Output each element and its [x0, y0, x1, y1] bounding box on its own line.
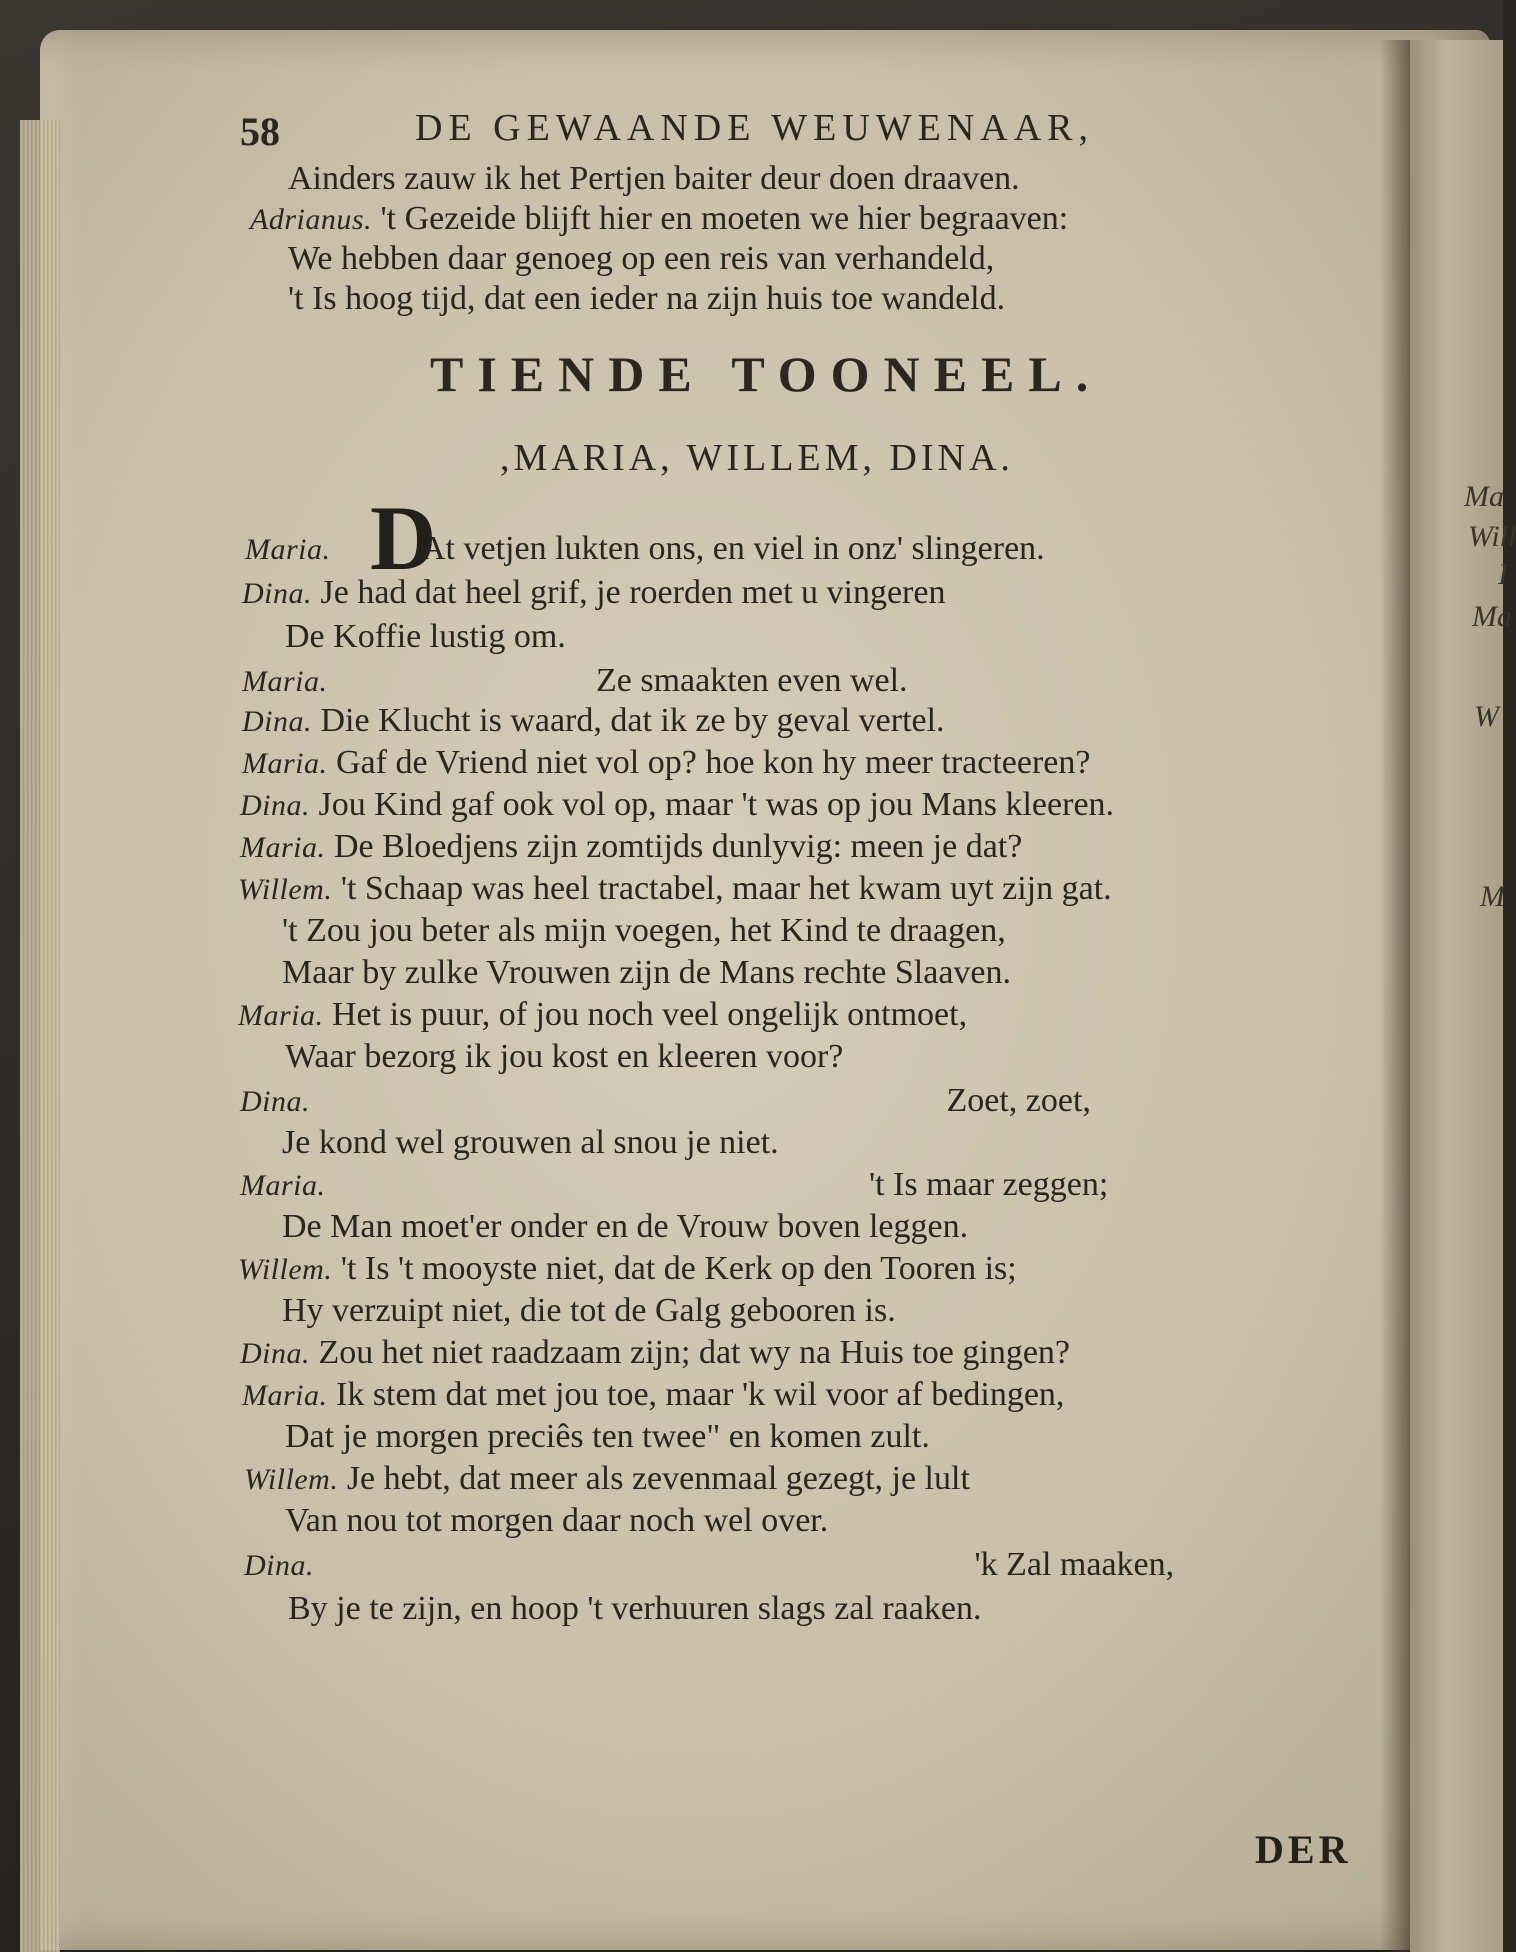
dialogue-text: Je hebt, dat meer als zevenmaal gezegt, je lult	[346, 1460, 970, 1497]
dialogue-line	[240, 828, 1022, 866]
dialogue-line	[282, 1208, 968, 1246]
verse-line	[288, 160, 1020, 198]
speaker-name: Maria.	[240, 831, 326, 864]
speaker-name: Willem.	[238, 1253, 333, 1286]
dialogue-line	[285, 1038, 843, 1076]
speaker-name: Willem.	[244, 1463, 339, 1496]
verse-text: We hebben daar genoeg op een reis van verhandeld,	[288, 240, 995, 277]
speaker-name: Maria.	[238, 999, 324, 1032]
dialogue-line	[282, 1292, 896, 1330]
speaker-name: Maria.	[242, 665, 328, 698]
verse-text: 't Is hoog tijd, dat een ieder na zijn huis toe wandeld.	[288, 280, 1006, 317]
dialogue-line	[242, 574, 945, 612]
dialogue-text: Zoet, zoet,	[946, 1082, 1091, 1119]
speaker-name: Maria.	[240, 1169, 326, 1202]
verse-text: Ainders zauw ik het Pertjen baiter deur doen draaven.	[288, 160, 1020, 197]
dialogue-line	[245, 530, 1045, 568]
dialogue-line	[240, 1166, 1108, 1204]
speaker-name: Maria.	[242, 1379, 328, 1412]
dialogue-text: By je te zijn, en hoop 't verhuuren slags zal raaken.	[288, 1590, 982, 1627]
dialogue-line	[238, 996, 967, 1034]
speaker-name: Maria.	[245, 533, 331, 566]
dialogue-text: Die Klucht is waard, dat ik ze by geval vertel.	[320, 702, 945, 739]
page-number: 58	[240, 109, 280, 154]
facing-page-fragment: Will	[1468, 520, 1516, 553]
dialogue-line	[238, 1250, 1017, 1288]
verse-line	[288, 240, 994, 278]
facing-page-fragment: Ma	[1464, 480, 1504, 513]
speaker-name: Dina.	[242, 705, 312, 738]
verse-text: 't Gezeide blijft hier en moeten we hier begraaven:	[380, 200, 1069, 237]
speaker-name: Dina.	[240, 1337, 310, 1370]
page-edges	[20, 120, 60, 1952]
dialogue-line	[244, 1546, 1174, 1584]
dialogue-text: Je had dat heel grif, je roerden met u vingeren	[320, 574, 946, 611]
dialogue-text: 'k Zal maaken,	[974, 1546, 1175, 1583]
facing-page-fragment: M	[1480, 880, 1505, 913]
catchword: DER	[1255, 1827, 1352, 1872]
dialogue-text: Jou Kind gaf ook vol op, maar 't was op jou Mans kleeren.	[318, 786, 1115, 823]
dialogue-text: De Man moet'er onder en de Vrouw boven leggen.	[282, 1208, 969, 1245]
speaker-name: Dina.	[240, 1085, 310, 1118]
dialogue-text: 't Schaap was heel tractabel, maar het kwam uyt zijn gat.	[340, 870, 1112, 907]
dialogue-text: Je kond wel grouwen al snou je niet.	[282, 1124, 779, 1161]
dialogue-text: Hy verzuipt niet, die tot de Galg gebooren is.	[282, 1292, 896, 1329]
dialogue-text: Dat je morgen preciês ten twee" en komen zult.	[285, 1418, 930, 1455]
speaker-name: Willem.	[238, 873, 333, 906]
facing-page-fragment: W	[1474, 700, 1499, 733]
running-title: DE GEWAANDE WEUWENAAR,	[415, 107, 1095, 149]
dialogue-line	[242, 702, 945, 740]
speaker-name: Adrianus.	[250, 203, 373, 236]
dialogue-text: Van nou tot morgen daar noch wel over.	[285, 1502, 829, 1539]
facing-page	[1410, 40, 1516, 1952]
dialogue-line	[238, 870, 1112, 908]
dialogue-line	[240, 1082, 1091, 1120]
dialogue-text: De Bloedjens zijn zomtijds dunlyvig: meen je dat?	[334, 828, 1023, 865]
dialogue-text: At vetjen lukten ons, en viel in onz' slingeren.	[421, 530, 1045, 567]
dialogue-line	[282, 912, 1006, 950]
dialogue-text: 't Zou jou beter als mijn voegen, het Kind te draagen,	[282, 912, 1006, 949]
dialogue-line	[282, 954, 1011, 992]
dialogue-line	[240, 786, 1114, 824]
dialogue-text: Gaf de Vriend niet vol op? hoe kon hy meer tracteeren?	[336, 744, 1091, 781]
dialogue-line	[242, 744, 1090, 782]
dialogue-text: Maar by zulke Vrouwen zijn de Mans rechte Slaaven.	[282, 954, 1012, 991]
verse-line	[288, 280, 1005, 318]
facing-page-fragment: Ma	[1472, 600, 1512, 633]
scene-title: TIENDE TOONEEL.	[430, 346, 1103, 402]
dialogue-line	[282, 1124, 779, 1162]
speaker-name: Dina.	[242, 577, 312, 610]
dialogue-text: Het is puur, of jou noch veel ongelijk ontmoet,	[332, 996, 968, 1033]
verse-line	[250, 200, 1068, 238]
dialogue-text: 't Is maar zeggen;	[869, 1166, 1109, 1203]
dialogue-text: De Koffie lustig om.	[285, 618, 566, 655]
speaker-name: Dina.	[244, 1549, 314, 1582]
dialogue-text: Ze smaakten even wel.	[596, 662, 908, 699]
running-header	[240, 100, 1240, 160]
dialogue-text: 't Is 't mooyste niet, dat de Kerk op den Tooren is;	[340, 1250, 1017, 1287]
drop-cap: D	[370, 487, 437, 589]
character-list: ,MARIA, WILLEM, DINA.	[500, 437, 1014, 479]
dialogue-line	[242, 662, 908, 700]
dialogue-line	[244, 1460, 970, 1498]
dialogue-line	[285, 1418, 930, 1456]
dialogue-line	[288, 1590, 981, 1628]
dialogue-line	[242, 1376, 1064, 1414]
dialogue-line	[240, 1334, 1070, 1372]
dialogue-text: Zou het niet raadzaam zijn; dat wy na Huis toe gingen?	[318, 1334, 1071, 1371]
dialogue-line	[285, 1502, 828, 1540]
dialogue-line	[285, 618, 566, 656]
dialogue-text: Ik stem dat met jou toe, maar 'k wil voor af bedingen,	[336, 1376, 1065, 1413]
facing-page-fragment: I	[1498, 558, 1508, 591]
speaker-name: Maria.	[242, 747, 328, 780]
dialogue-text: Waar bezorg ik jou kost en kleeren voor?	[285, 1038, 844, 1075]
speaker-name: Dina.	[240, 789, 310, 822]
